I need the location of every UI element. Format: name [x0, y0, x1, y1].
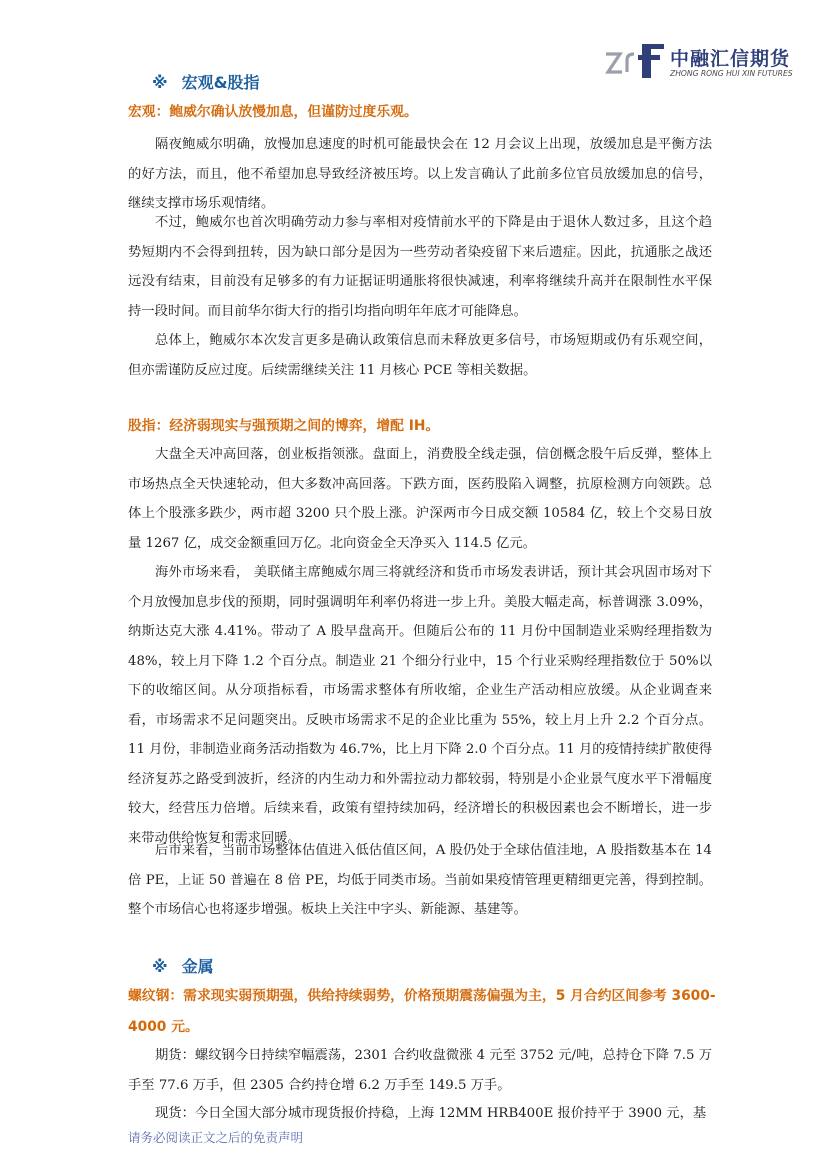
rebar-paragraph: 现货：今日全国大部分城市现货报价持稳，上海 12MM HRB400E 报价持平于 3900 元，基	[155, 1106, 707, 1121]
section-title-text: 金属	[181, 957, 214, 976]
rebar-heading: 螺纹钢：需求现实弱预期强，供给持续弱势，价格预期震荡偏强为主，5 月合约区间参考 3600-4000 元。	[128, 988, 716, 1035]
section-marker-icon: ※	[152, 957, 168, 976]
macro-heading: 宏观：鲍威尔确认放慢加息，但谨防过度乐观。	[128, 104, 418, 120]
index-paragraph: 大盘全天冲高回落，创业板指领涨。盘面上，消费股全线走强，信创概念股午后反弹，整体上市场热点全天快速轮动，但大多数冲高回落。下跌方面，医药股陷入调整，抗原检测方向领跌。总体上个股涨多跌少，两市超 3200 只个股上涨。沪深两市今日成交额 10584 亿，较上个交易日放量 1267 亿，成交金额重回万亿。北向资金全天净买入 114.5 亿元。	[128, 447, 712, 551]
macro-paragraph: 不过，鲍威尔也首次明确劳动力参与率相对疫情前水平的下降是由于退休人数过多，且这个趋势短期内不会得到扭转，因为缺口部分是因为一些劳动者染疫留下来后遗症。因此，抗通胀之战还远没有结束，目前没有足够多的有力证据证明通胀将很快减速，利率将继续升高并在限制性水平保持一段时间。而目前华尔街大行的指引均指向明年年底才可能降息。	[128, 215, 712, 319]
section-title-text: 宏观&股指	[181, 73, 260, 92]
logo-english-name: ZHONG RONG HUI XIN FUTURES	[670, 69, 793, 78]
logo-mark-icon	[604, 42, 666, 80]
macro-paragraph: 总体上，鲍威尔本次发言更多是确认政策信息而未释放更多信号，市场短期或仍有乐观空间，但亦需谨防反应过度。后续需继续关注 11 月核心 PCE 等相关数据。	[128, 333, 712, 378]
logo-chinese-name: 中融汇信期货	[670, 48, 791, 70]
rebar-paragraph: 期货：螺纹钢今日持续窄幅震荡，2301 合约收盘微涨 4 元至 3752 元/吨，总持仓下降 7.5 万手至 77.6 万手，但 2305 合约持仓增 6.2 万手至 149.5 万手。	[128, 1048, 712, 1093]
index-heading: 股指：经济弱现实与强预期之间的博弈，增配 IH。	[128, 418, 440, 434]
index-paragraph: 海外市场来看， 美联储主席鲍威尔周三将就经济和货币市场发表讲话，预计其会巩固市场对下个月放慢加息步伐的预期，同时强调明年利率仍将进一步上升。美股大幅走高，标普调涨 3.09%，纳斯达克大涨 4.41%。带动了 A 股早盘高开。但随后公布的 11 月份中国制造业采购经理指数为 48%，较上月下降 1.2 个百分点。制造业 21 个细分行业中，15 个行业采购经理指数位于 50%以下的收缩区间。从分项指标看，市场需求整体有所收缩，企业生产活动相应放缓。从企业调查来看，市场需求不足问题突出。反映市场需求不足的企业比重为 55%，较上月上升 2.2 个百分点。11 月份，非制造业商务活动指数为 46.7%，比上月下降 2.0 个百分点。11 月的疫情持续扩散使得经济复苏之路受到波折，经济的内生动力和外需拉动力都较弱，特别是小企业景气度水平下滑幅度较大，经营压力倍增。后续来看，政策有望持续加码，经济增长的积极因素也会不断增长，进一步来带动供给恢复和需求回暖。	[128, 565, 713, 846]
disclaimer-footer: 请务必阅读正文之后的免责声明	[128, 1130, 304, 1145]
company-logo	[604, 40, 794, 84]
macro-paragraph: 隔夜鲍威尔明确，放慢加息速度的时机可能最快会在 12 月会议上出现，放缓加息是平衡方法的好方法，而且，他不希望加息导致经济被压垮。以上发言确认了此前多位官员放缓加息的信号，继续支撑市场乐观情绪。	[128, 137, 712, 211]
section-title-macro-index	[152, 70, 260, 93]
index-paragraph: 后市来看，当前市场整体估值进入低估值区间，A 股仍处于全球估值洼地，A 股指数基本在 14 倍 PE，上证 50 普遍在 8 倍 PE，均低于同类市场。当前如果疫情管理更精细更完善，得到控制。整个市场信心也将逐步增强。板块上关注中字头、新能源、基建等。	[128, 843, 712, 917]
section-marker-icon: ※	[152, 73, 168, 92]
section-title-metals	[152, 954, 214, 977]
